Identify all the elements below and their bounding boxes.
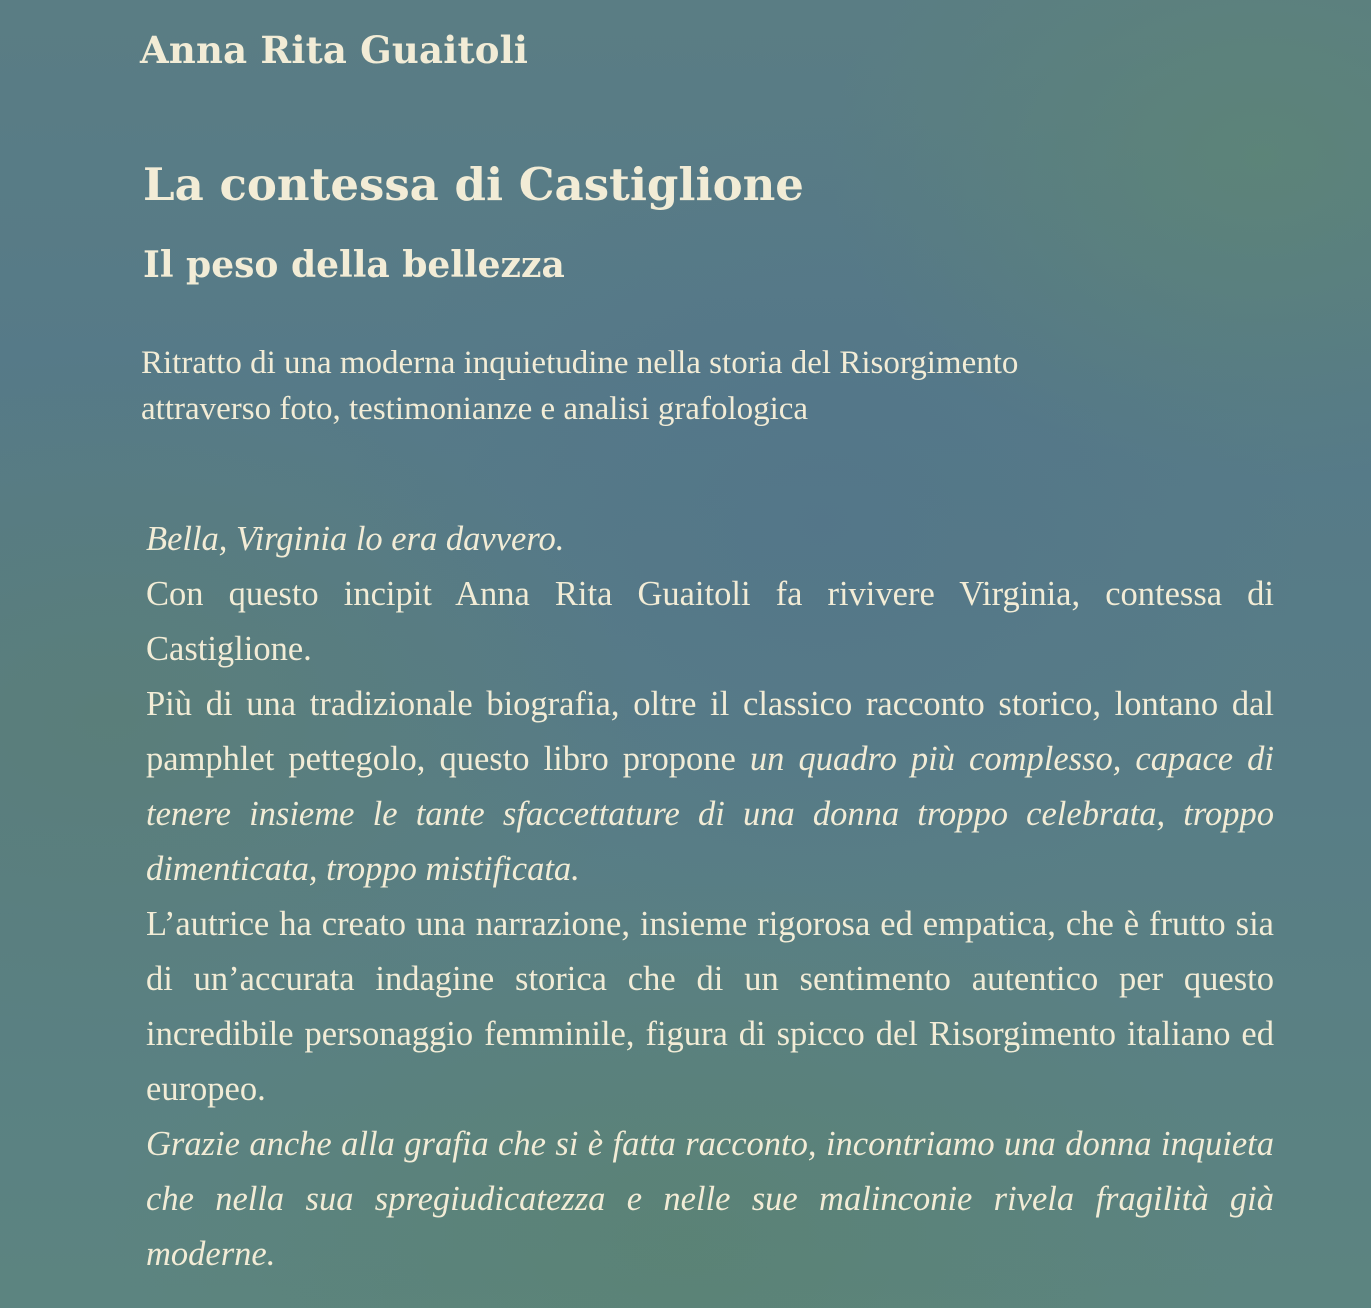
author-name: Anna Rita Guaitoli [140, 28, 529, 72]
blurb-paragraph-intro: Con questo incipit Anna Rita Guaitoli fa rivivere Virginia, contessa di Castiglione. [146, 575, 1274, 668]
blurb-incipit: Bella, Virginia lo era davvero. [146, 520, 565, 558]
book-subtitle: Il peso della bellezza [143, 244, 565, 286]
blurb-paragraph-closing: Grazie anche alla grafia che si è fatta racconto, incontriamo una donna inquieta che nella sua spregiudicatezza e nelle sue malinconie rivela fragilità già moderne. [146, 1125, 1274, 1273]
book-title: La contessa di Castiglione [143, 158, 804, 211]
tagline-line-1: Ritratto di una moderna inquietudine nella storia del Risorgimento [141, 345, 1019, 381]
blurb-description-plain: Più di una tradizionale biografia, oltre il classico racconto storico, lontano dal pamphlet pettegolo, questo libro propone [146, 685, 1274, 778]
blurb [146, 512, 1274, 1282]
tagline-line-2: attraverso foto, testimonianze e analisi grafologica [141, 391, 809, 427]
blurb-description-italic: un quadro più complesso, capace di tenere insieme le tante sfaccettature di una donna troppo celebrata, troppo dimenticata, troppo mistificata. [146, 740, 1274, 888]
blurb-paragraph-description [146, 677, 1274, 897]
tagline [141, 340, 1271, 432]
blurb-paragraph-author: L’autrice ha creato una narrazione, insieme rigorosa ed empatica, che è frutto sia di un’accurata indagine storica che di un sentimento autentico per questo incredibile personaggio femminile, figura di spicco del Risorgimento italiano ed europeo. [146, 905, 1274, 1108]
